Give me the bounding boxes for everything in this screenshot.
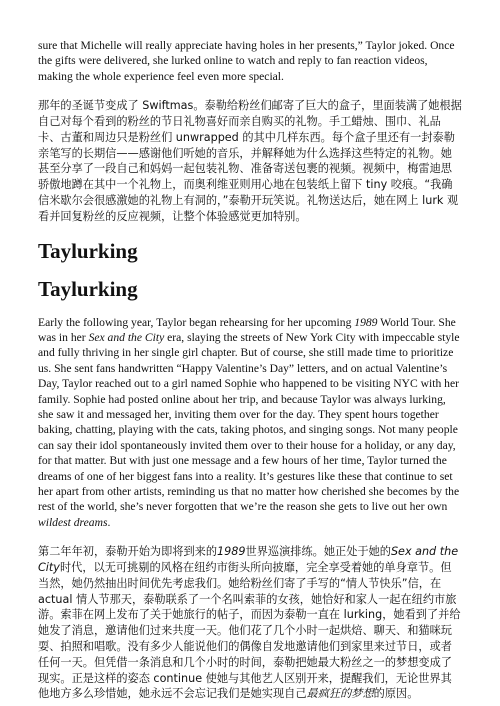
text-run: World Tour. She was in her	[38, 315, 456, 344]
text-run: .	[107, 515, 111, 529]
paragraph-english-2	[38, 315, 462, 531]
section-heading-duplicate: Taylurking	[38, 276, 138, 301]
text-run: Early the following year, Taylor began rehearsing for her upcoming	[38, 315, 355, 329]
italic-run: Sex and the City	[88, 331, 165, 344]
text-run: 第二年年初，泰勒开始为即将到来的	[38, 545, 218, 559]
italic-run: Sex and the City	[38, 545, 459, 575]
italic-run: 1989	[217, 545, 246, 559]
section-heading: Taylurking	[38, 238, 138, 263]
italic-run: wildest dreams	[38, 515, 108, 529]
paragraph-chinese-2	[38, 544, 462, 702]
text-run: era, slaying the streets of New York City with impeccable style and fully thriving in her single girl chapter. But of course, she still made time to prioritize us. She sent fans handwritten “Happy Valentine’s Day” letters, and on actual Valentine’s Day, Taylor reached out to a girl named Sophie who happened to be visiting NYC with her family. Sophie had posted online about her trip, and because Taylor was always lurking, she saw it and messaged her, inviting them over for the day. They spent hours together baking, chatting, playing with the cats, taking photos, and singing songs. Not many people can say their idol spontaneously invited them over to their house for a holiday, or any day, for that matter. But with just one message and a few hours of her time, Taylor turned the dreams of one of her biggest fans into a reality. It’s gestures like these that continue to set her apart from other artists, reminding us that no matter how cherished she becomes by the rest of the world, she’s never forgotten that we’re the reason she gets to live out her own	[38, 331, 460, 514]
text-run: 的原因。	[373, 687, 419, 701]
italic-run: 1989	[354, 315, 378, 329]
text-run: 世界巡演排练。她正处于她的	[245, 545, 391, 559]
paragraph-chinese-1: 那年的圣诞节变成了 Swiftmas。泰勒给粉丝们邮寄了巨大的盒子，里面装满了她根据自己对每个看到的粉丝的节日礼物喜好而亲自购买的礼物。手工蜡烛、围巾、礼品卡、古董和周边只是粉丝们 unwrapped 的其中几样东西。每个盒子里还有一封泰勒亲笔写的长期信——感谢他们听她的音乐，并解释她为什么选择这些特定的礼物。她甚至分享了一段自己和妈妈一起包装礼物、准备寄送包裹的视频。视频中，梅雷迪思骄傲地蹲在其中一个礼物上，而奥利维亚则用心地在包装纸上留下 tiny 咬痕。“我确信米歇尔会很感激她的礼物上有洞的，”泰勒开玩笑说。礼物送达后，她在网上 lurk 观看并回复粉丝的反应视频，让整个体验感觉更加特别。	[38, 99, 462, 223]
italic-run: 最疯狂的梦想	[306, 687, 374, 701]
text-run: 时代，以无可挑剔的风格在纽约市街头所向披靡，完全享受着她的单身章节。但当然，她仍然抽出时间优先考虑我们。她给粉丝们寄了手写的“情人节快乐”信，在 actual 情人节那天，泰勒联系了一个名叫索菲的女孩，她恰好和家人一起在纽约市旅游。索菲在网上发布了关于她旅行的帖子，而因为泰勒一直在 lurking，她看到了并给她发了消息，邀请他们过来共度一天。他们花了几个小时一起烘焙、聊天、和猫咪玩耍、拍照和唱歌。没有多少人能说他们的偶像自发地邀请他们到家里来过节日，或者任何一天。但凭借一条消息和几个小时的时间，泰勒把她最大粉丝之一的梦想变成了现实。正是这样的姿态 continue 使她与其他艺人区别开来，提醒我们，无论世界其他地方多么珍惜她，她永远不会忘记我们是她实现自己	[38, 561, 461, 701]
paragraph-english-1: sure that Michelle will really appreciate having holes in her presents,” Taylor joked. Once the gifts were delivered, she lurked online to watch and reply to fan reaction videos, making the whole experience feel even more special.	[38, 39, 455, 83]
